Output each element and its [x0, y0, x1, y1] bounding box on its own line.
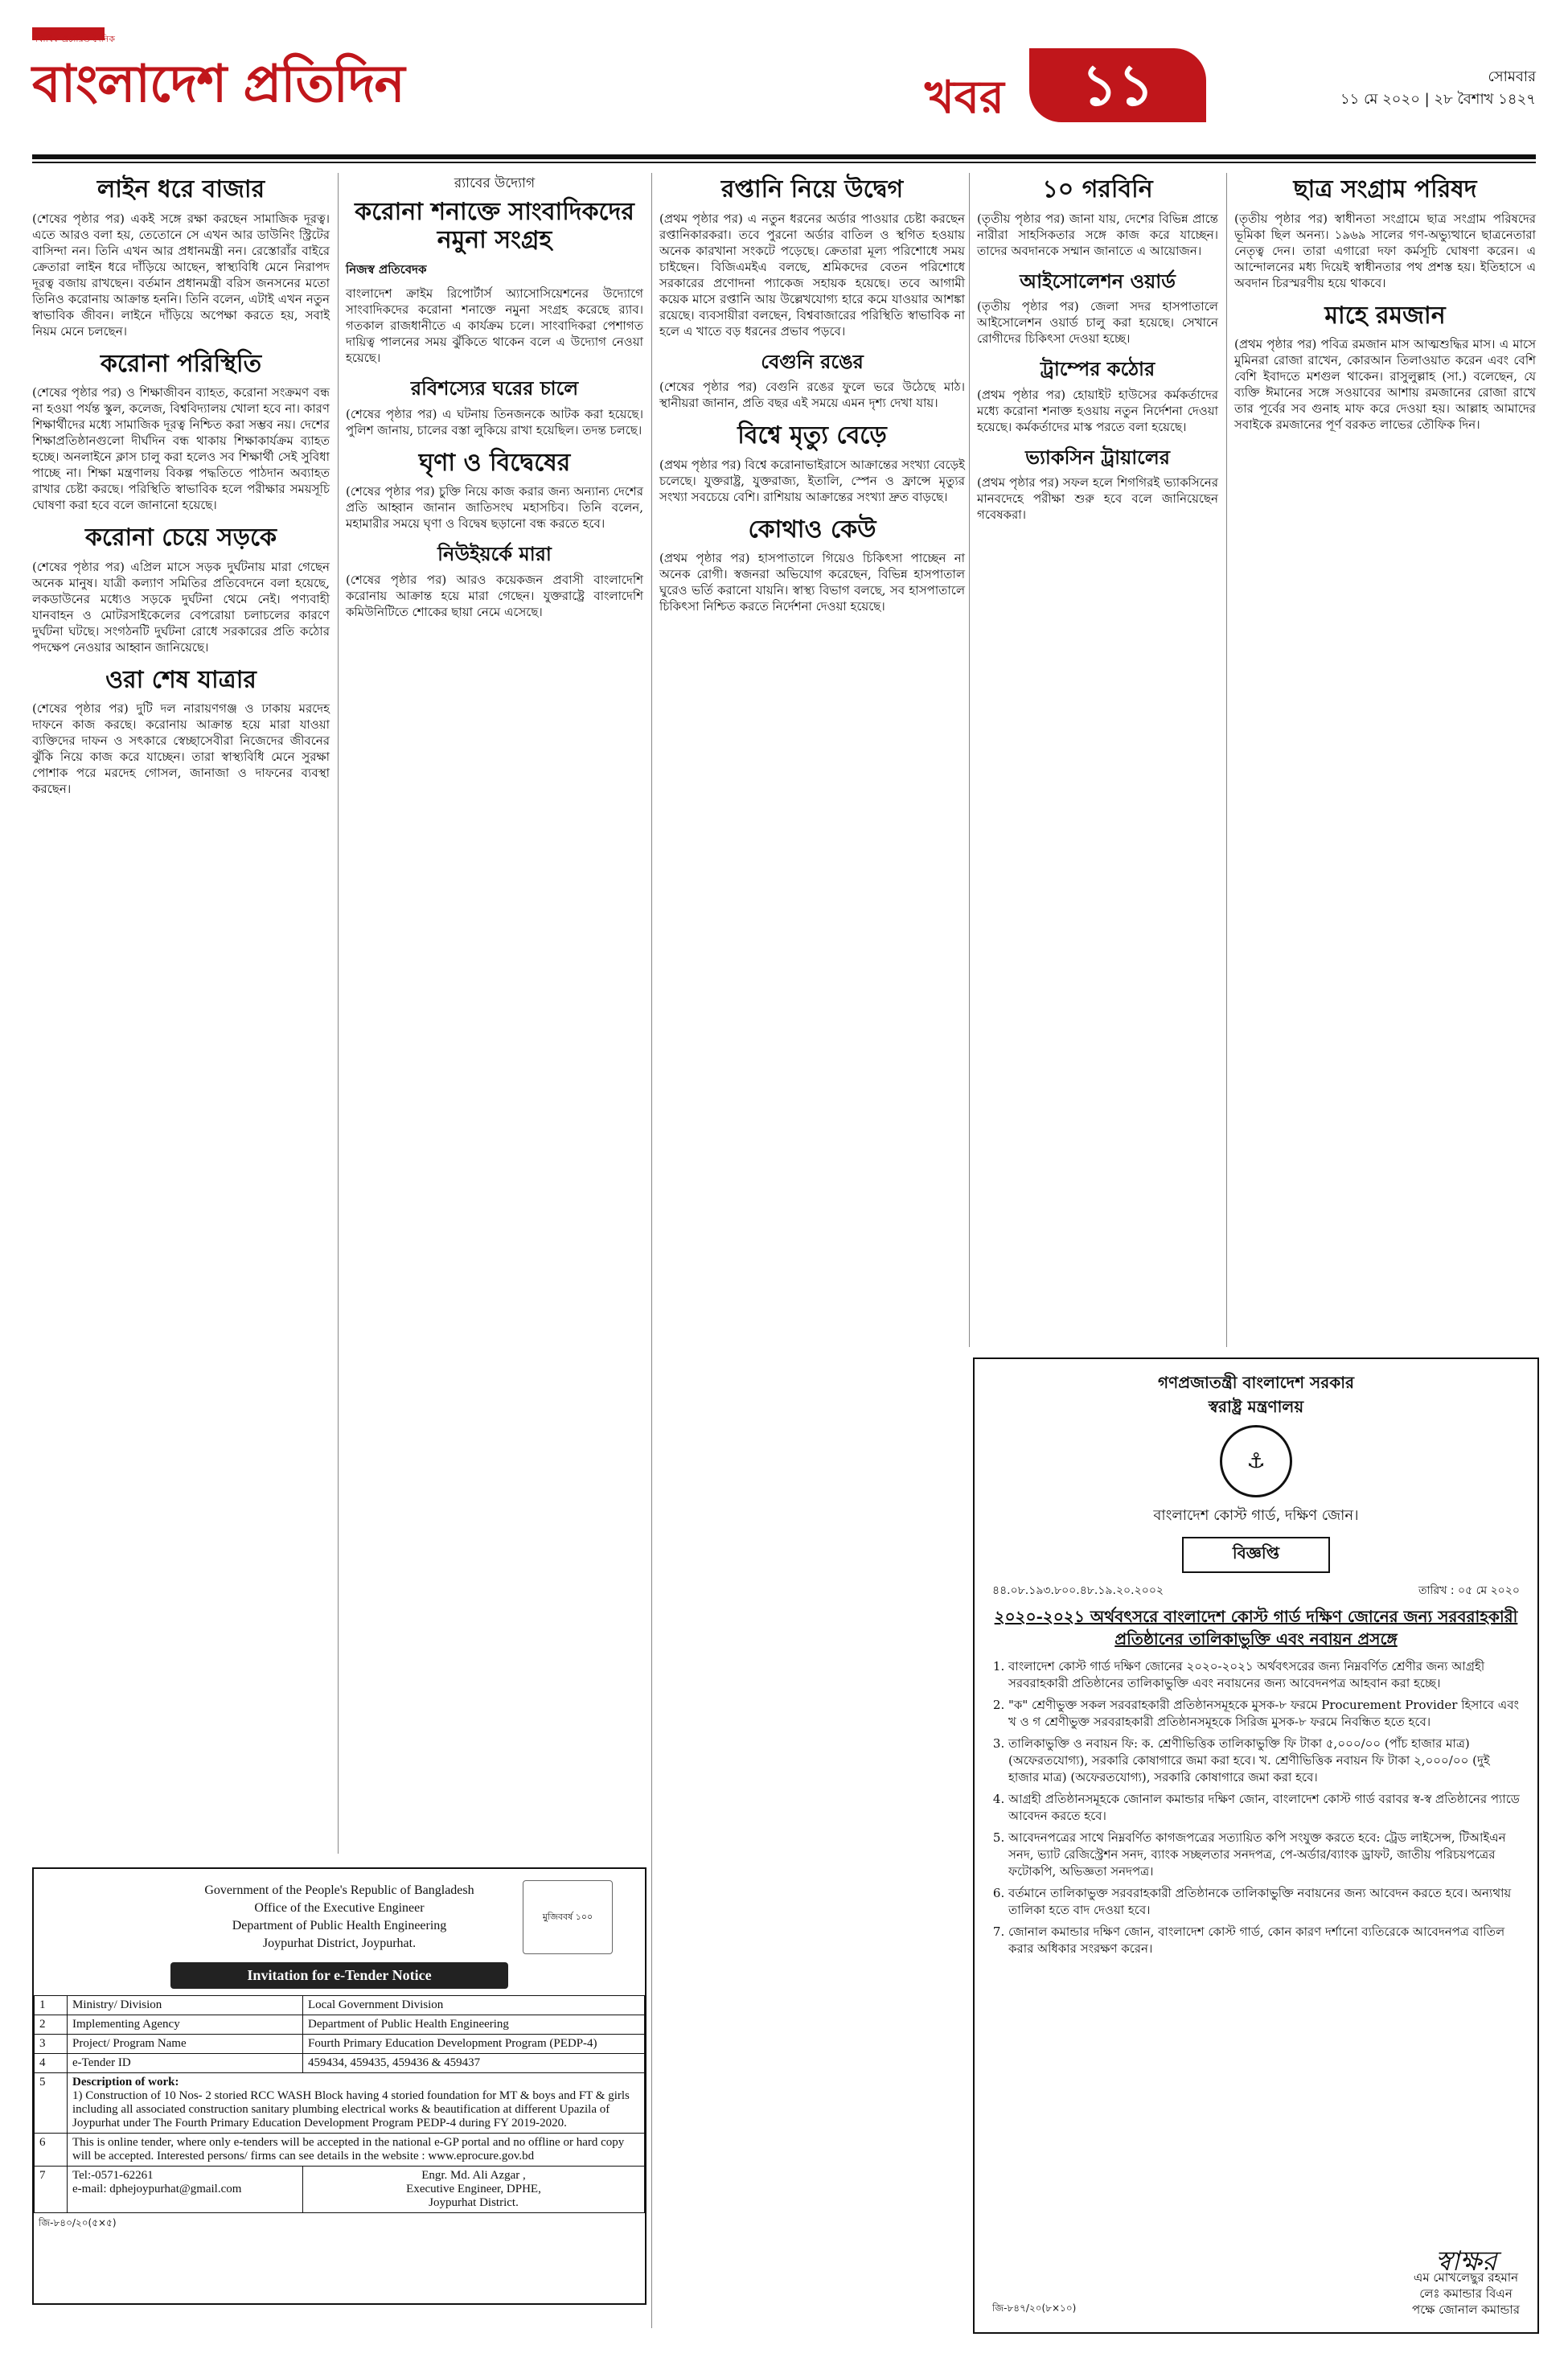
- e-tender-notice: [32, 1867, 646, 2305]
- headline: ঘৃণা ও বিদ্বেষের: [418, 448, 571, 477]
- story-purple-color: [659, 351, 965, 412]
- story-corona-situation: [32, 351, 330, 514]
- row-label: e-Tender ID: [68, 2054, 303, 2073]
- column-5: [1234, 173, 1536, 444]
- column-divider: [651, 173, 652, 2328]
- signatory-for: পক্ষে জোনাল কমান্ডার: [1412, 2302, 1520, 2317]
- story-trump: [977, 358, 1218, 435]
- story-nowhere-anyone: [659, 516, 965, 615]
- story-ten-proud: [977, 176, 1218, 259]
- row-label: Project/ Program Name: [68, 2035, 303, 2054]
- date: ১১ মে ২০২০ | ২৮ বৈশাখ ১৪২৭: [1340, 91, 1536, 108]
- story-body: (শেষের পৃষ্ঠার পর) ও শিক্ষাজীবন ব্যাহত, করোনা সংক্রমণ বন্ধ না হওয়া পর্যন্ত স্কুল, কলেজ, বিশ্ববিদ্যালয় খোলা হবে না। কারণ শিক্ষার্থীদের মধ্যে সামাজিক দূরত্ব নিশ্চিত করা সম্ভব নয়। দেশের শিক্ষাপ্রতিষ্ঠানগুলো দীর্ঘদিন বন্ধ থাকায় শিক্ষাকার্যক্রম ব্যাহত হচ্ছে। অনলাইনে ক্লাস চালু করা হলেও সব শিক্ষার্থী সেই সুবিধা পাচ্ছে না। শিক্ষা মন্ত্রণালয় বিকল্প পদ্ধতিতে পাঠদান অব্যাহত রাখার চেষ্টা করছে। পরিস্থিতি স্বাভাবিক হলে পরীক্ষার সময়সূচি ঘোষণা করা হবে বলে জানানো হয়েছে।: [32, 385, 330, 512]
- headline: ১০ গরবিনি: [1042, 175, 1153, 203]
- notice-gov-header: [975, 1370, 1537, 1419]
- notice-date: তারিখ : ০৫ মে ২০২০: [1418, 1584, 1520, 1597]
- headline: লাইন ধরে বাজার: [96, 175, 265, 203]
- row-value: Local Government Division: [303, 1996, 645, 2015]
- notice-tag: বিজ্ঞপ্তি: [1182, 1537, 1330, 1573]
- story-body: (শেষের পৃষ্ঠার পর) বেগুনি রঙের ফুলে ভরে উঠেছে মাঠ। স্থানীয়রা জানান, প্রতি বছর এই সময়ে এমন দৃশ্য দেখা যায়।: [659, 380, 965, 411]
- story-vaccine-trial: [977, 446, 1218, 524]
- list-item: 6. বর্তমানে তালিকাভুক্ত সরবরাহকারী প্রতিষ্ঠানকে তালিকাভুক্তি নবায়নের জন্য আবেদন করতে হবে। অন্যথায় তালিকা হতে বাদ দেওয়া হবে।: [1008, 1885, 1520, 1919]
- contact-tel: Tel:-0571-62261: [72, 2169, 154, 2182]
- headline: বেগুনি রঙের: [761, 349, 864, 373]
- story-isolation-ward: [977, 270, 1218, 347]
- table-row: [35, 1996, 645, 2015]
- story-road-deaths: [32, 524, 330, 655]
- column-1: [32, 173, 330, 808]
- headline: রবিশস্যের ঘরের চালে: [410, 376, 579, 400]
- story-new-york: [346, 543, 643, 620]
- contact-email: e-mail: dphejoypurhat@gmail.com: [72, 2183, 242, 2195]
- weekday: সোমবার: [1488, 68, 1536, 85]
- headline: মাহে রমজান: [1324, 301, 1446, 330]
- masthead-rule: [32, 154, 1536, 159]
- column-divider: [338, 173, 339, 1854]
- headline: করোনা পরিস্থিতি: [100, 349, 262, 378]
- story-body: (শেষের পৃষ্ঠার পর) একই সঙ্গে রক্ষা করছেন সামাজিক দূরত্ব। এতে আরও বলা হয়, তেতোনে সে এখন আর ডাউনিং স্ট্রিটের বাসিন্দা নন। তিনি এখন আর প্রধানমন্ত্রী নন। রেস্তোরাঁর বাইরে ক্রেতারা লাইন ধরে দাঁড়িয়ে আছেন, স্বাস্থ্যবিধি মেনে নিরাপদ দূরত্ব বজায় রাখছেন। বর্তমান প্রধানমন্ত্রী বরিস জনসনের মতো তিনিও করোনায় আক্রান্ত হননি। তিনি বলেন, এটাই এখন নতুন স্বাভাবিক জীবন। লাইনে দাঁড়িয়ে অপেক্ষা করতে হয়, সবাই নিয়ম মেনে চলছেন।: [32, 211, 330, 339]
- column-divider: [969, 173, 970, 1347]
- kicker: র‍্যাবের উদ্যোগ: [454, 175, 536, 191]
- tender-code: জি-৮৪০/২০(৫×৫): [39, 2217, 117, 2228]
- tender-banner: Invitation for e-Tender Notice: [170, 1962, 508, 1989]
- notice-code: জি-৮৪৭/২০(৮×১০): [992, 2302, 1077, 2314]
- byline: নিজস্ব প্রতিবেদক: [346, 262, 427, 277]
- story-body: (শেষের পৃষ্ঠার পর) এপ্রিল মাসে সড়ক দুর্ঘটনায় মারা গেছেন অনেক মানুষ। যাত্রী কল্যাণ সমিতির প্রতিবেদনে বলা হয়েছে, লকডাউনের মধ্যেও সড়কে দুর্ঘটনা থেমে নেই। পণ্যবাহী যানবাহন ও মোটরসাইকেলের বেপরোয়া চলাচলের কারণে দুর্ঘটনা ঘটছে। সংগঠনটি দুর্ঘটনা রোধে সরকারের প্রতি কঠোর পদক্ষেপ নেওয়ার আহ্বান জানিয়েছে।: [32, 559, 330, 655]
- headline: নিউইয়র্কে মারা: [437, 542, 552, 566]
- tender-header-line: Government of the People's Republic of Bangladesh: [204, 1883, 474, 1897]
- mujib-year-emblem-icon: মুজিববর্ষ ১০০: [523, 1880, 613, 1954]
- tender-header-line: Joypurhat District, Joypurhat.: [262, 1937, 417, 1950]
- masthead: [32, 16, 1536, 161]
- story-last-journey: [32, 667, 330, 798]
- row-value: Department of Public Health Engineering: [303, 2015, 645, 2035]
- story-body: (শেষের পৃষ্ঠার পর) দুটি দল নারায়ণগঞ্জ ও ঢাকায় মরদেহ দাফনে কাজ করছে। করোনায় আক্রান্ত হয়ে মারা যাওয়া ব্যক্তিদের দাফন ও সৎকারে স্বেচ্ছাসেবীরা নিজেদের জীবনের ঝুঁকি নিয়ে কাজ করে যাচ্ছেন। তারা স্বাস্থ্যবিধি মেনে সুরক্ষা পোশাক পরে মরদেহ গোসল, জানাজা ও দাফনের ব্যবস্থা করছেন।: [32, 701, 330, 796]
- story-world-deaths: [659, 422, 965, 505]
- story-student-council: [1234, 176, 1536, 291]
- table-row: [35, 2015, 645, 2035]
- online-tender-note: This is online tender, where only e-tenders will be accepted in the national e-GP portal and no offline or hard copy will be accepted. Interested persons/ firms can see details in the website : www.eprocure.gov.bd: [68, 2134, 645, 2167]
- newspaper-logo: বাংলাদেশ প্রতিদিন: [32, 54, 404, 114]
- table-row: [35, 2134, 645, 2167]
- column-divider: [1226, 173, 1227, 1347]
- headline: ট্রাম্পের কঠোর: [1040, 357, 1155, 381]
- story-roof-rice: [346, 377, 643, 438]
- headline: কোথাও কেউ: [748, 515, 876, 544]
- masthead-rule-thin: [32, 162, 1536, 163]
- section-title: খবর: [925, 71, 1004, 124]
- story-body: (তৃতীয় পৃষ্ঠার পর) জানা যায়, দেশের বিভিন্ন প্রান্তে নারীরা সাহসিকতার সঙ্গে কাজ করে যাচ্ছেন। তাদের অবদানকে সম্মান জানাতে এ আয়োজন।: [977, 211, 1218, 258]
- coast-guard-seal-icon: ⚓: [1220, 1425, 1292, 1497]
- headline: ভ্যাকসিন ট্রায়ালের: [1025, 445, 1170, 469]
- story-hatred: [346, 450, 643, 532]
- government-name: গণপ্রজাতন্ত্রী বাংলাদেশ সরকার: [1158, 1373, 1354, 1392]
- headline: রপ্তানি নিয়ে উদ্বেগ: [720, 175, 904, 203]
- column-3: [659, 173, 965, 626]
- contact-info: [68, 2167, 303, 2213]
- story-body: (প্রথম পৃষ্ঠার পর) পবিত্র রমজান মাস আত্মশুদ্ধির মাস। এ মাসে মুমিনরা রোজা রাখেন, কোরআন তিলাওয়াত করেন এবং বেশি বেশি ইবাদতে মশগুল থাকেন। রাসুলুল্লাহ (সা.) বলেছেন, যে ব্যক্তি ঈমানের সঙ্গে সওয়াবের আশায় রমজানের রোজা রাখে তার পূর্বের সব গুনাহ মাফ করে দেওয়া হয়। আল্লাহ আমাদের সবাইকে রমজানের পূর্ণ বরকত লাভের তৌফিক দিন।: [1234, 337, 1536, 432]
- headline: বিশ্বে মৃত্যু বেড়ে: [737, 421, 887, 450]
- tender-table: [34, 1995, 645, 2213]
- row-label: Ministry/ Division: [68, 1996, 303, 2015]
- table-row: [35, 2035, 645, 2054]
- story-body: (শেষের পৃষ্ঠার পর) চুক্তি নিয়ে কাজ করার জন্য অন্যান্য দেশের প্রতি আহ্বান জানান জাতিসংঘ মহাসচিব। তিনি বলেন, মহামারীর সময়ে ঘৃণা ও বিদ্বেষ ছড়ানো বন্ধ করতে হবে।: [346, 484, 643, 532]
- story-export-concern: [659, 176, 965, 339]
- list-item: 7. জোনাল কমান্ডার দক্ষিণ জোন, বাংলাদেশ কোস্ট গার্ড, কোন কারণ দর্শানো ব্যতিরেকে আবেদনপত্র বাতিল করার অধিকার সংরক্ষণ করেন।: [1008, 1924, 1520, 1957]
- table-row: [35, 2073, 645, 2134]
- signatory-line: Joypurhat District.: [429, 2196, 519, 2209]
- headline: ওরা শেষ যাত্রার: [105, 665, 257, 694]
- table-row: [35, 2054, 645, 2073]
- story-body: (প্রথম পৃষ্ঠার পর) হোয়াইট হাউসের কর্মকর্তাদের মধ্যে করোনা শনাক্ত হওয়ায় নতুন নির্দেশনা দেওয়া হয়েছে। কর্মকর্তাদের মাস্ক পরতে বলা হয়েছে।: [977, 387, 1218, 434]
- row-number: 4: [35, 2054, 68, 2073]
- column-4: [977, 173, 1218, 534]
- list-item: 2. "ক" শ্রেণীভুক্ত সকল সরবরাহকারী প্রতিষ্ঠানসমূহকে মুসক-৮ ফরমে Procurement Provider হিসাবে এবং খ ও গ শ্রেণীভুক্ত সরবরাহকারী প্রতিষ্ঠানসমূহকে সিরিজ মুসক-৮ ফরমে নিবন্ধিত হতে হবে।: [1008, 1697, 1520, 1731]
- memo-number: ৪৪.০৮.১৯৩.৮০০.৪৮.১৯.২০.২০০২: [992, 1584, 1164, 1597]
- story-body: বাংলাদেশ ক্রাইম রিপোর্টার্স অ্যাসোসিয়েশনের উদ্যোগে সাংবাদিকদের করোনা শনাক্তে নমুনা সংগ্রহ করেছে র‍্যাব। গতকাল রাজধানীতে এ কার্যক্রম চলে। সাংবাদিকরা পেশাগত দায়িত্ব পালনের সময় ঝুঁকিতে থাকেন বলে এ উদ্যোগ নেওয়া হয়েছে।: [346, 286, 643, 365]
- row-number: 7: [35, 2167, 68, 2213]
- list-item: 1. বাংলাদেশ কোস্ট গার্ড দক্ষিণ জোনের ২০২০-২০২১ অর্থবৎসরের জন্য নিম্নবর্ণিত শ্রেণীর জন্য আগ্রহী সরবরাহকারী প্রতিষ্ঠানের তালিকাভুক্তি এবং নবায়নের জন্য আবেদনপত্র আহবান করা হচ্ছে।: [1008, 1658, 1520, 1692]
- column-2: [346, 173, 643, 631]
- work-description: [68, 2073, 645, 2134]
- headline: ছাত্র সংগ্রাম পরিষদ: [1293, 175, 1477, 203]
- notice-items: [1008, 1658, 1520, 1957]
- story-body: (প্রথম পৃষ্ঠার পর) বিশ্বে করোনাভাইরাসে আক্রান্তের সংখ্যা বেড়েই চলেছে। যুক্তরাষ্ট্র, যুক্তরাজ্য, ইতালি, স্পেন ও ফ্রান্সে মৃত্যুর সংখ্যা সবচেয়ে বেশি। রাশিয়ায় আক্রান্তের সংখ্যা দ্রুত বাড়ছে।: [659, 457, 965, 504]
- row-label: Implementing Agency: [68, 2015, 303, 2035]
- row-number: 2: [35, 2015, 68, 2035]
- signatory-name: এম মোখলেছুর রহমান: [1413, 2270, 1519, 2285]
- story-body: (তৃতীয় পৃষ্ঠার পর) স্বাধীনতা সংগ্রামে ছাত্র সংগ্রাম পরিষদের ভূমিকা ছিল অনন্য। ১৯৬৯ সালের গণ-অভ্যুত্থানে ছাত্রনেতারা নেতৃত্ব দেন। তারা এগারো দফা কর্মসূচি ঘোষণা করেন। এ আন্দোলনের মধ্য দিয়েই স্বাধীনতার পথ প্রশস্ত হয়। ইতিহাসে এ অবদান চিরস্মরণীয় হয়ে থাকবে।: [1234, 211, 1536, 290]
- signatory-line: Engr. Md. Ali Azgar ,: [421, 2169, 526, 2182]
- row-value: 459434, 459435, 459436 & 459437: [303, 2054, 645, 2073]
- headline: করোনা চেয়ে সড়কে: [84, 524, 277, 552]
- tender-header-line: Office of the Executive Engineer: [254, 1901, 425, 1915]
- coast-guard-notice: [973, 1357, 1539, 2334]
- story-body: (শেষের পৃষ্ঠার পর) আরও কয়েকজন প্রবাসী বাংলাদেশি করোনায় আক্রান্ত হয়ে মারা গেছেন। যুক্তরাষ্ট্রে বাংলাদেশি কমিউনিটিতে শোকের ছায়া নেমে এসেছে।: [346, 572, 643, 619]
- masthead-tagline: সর্বাধিক প্রচারিত দৈনিক: [32, 34, 116, 44]
- table-row: [35, 2167, 645, 2213]
- row-number: 3: [35, 2035, 68, 2054]
- ministry-name: স্বরাষ্ট্র মন্ত্রণালয়: [1208, 1397, 1304, 1416]
- masthead-dateline: [1340, 66, 1536, 111]
- work-description-text: 1) Construction of 10 Nos- 2 storied RCC WASH Block having 4 storied foundation for MT & boys and FT & girls including all associated construction sanitary plumbing electrical works & beautification at different Upazila of Joypurhat under The Fourth Primary Education Development Program PEDP-4 during FY 2019-2020.: [72, 2089, 630, 2130]
- signature-mark: স্বাক্ষর: [1435, 2245, 1497, 2277]
- story-body: (শেষের পৃষ্ঠার পর) এ ঘটনায় তিনজনকে আটক করা হয়েছে। পুলিশ জানায়, চালের বস্তা লুকিয়ে রাখা হয়েছিল। তদন্ত চলছে।: [346, 406, 643, 437]
- story-body: (তৃতীয় পৃষ্ঠার পর) জেলা সদর হাসপাতালে আইসোলেশন ওয়ার্ড চালু করা হয়েছে। সেখানে রোগীদের চিকিৎসা দেওয়া হচ্ছে।: [977, 299, 1218, 347]
- headline: করোনা শনাক্তে সাংবাদিকদের নমুনা সংগ্রহ: [355, 198, 634, 254]
- signatory-line: Executive Engineer, DPHE,: [406, 2183, 541, 2195]
- story-ramadan: [1234, 302, 1536, 433]
- notice-refs: [975, 1581, 1537, 1600]
- row-value: Fourth Primary Education Development Program (PEDP-4): [303, 2035, 645, 2054]
- headline: আইসোলেশন ওয়ার্ড: [1020, 269, 1176, 293]
- list-item: 4. আগ্রহী প্রতিষ্ঠানসমূহকে জোনাল কমান্ডার দক্ষিণ জোন, বাংলাদেশ কোস্ট গার্ড বরাবর স্ব-স্ব প্রতিষ্ঠানের প্যাডে আবেদন করতে হবে।: [1008, 1791, 1520, 1825]
- row-number: 5: [35, 2073, 68, 2134]
- story-body: (প্রথম পৃষ্ঠার পর) এ নতুন ধরনের অর্ডার পাওয়ার চেষ্টা করছেন রপ্তানিকারকরা। তবে পুরনো অর্ডার বাতিল ও স্থগিত হওয়ায় অনেক কারখানা সংকটে পড়েছে। ক্রেতারা মূল্য পরিশোধে সময় চাইছেন। বিজিএমইএ বলছে, শ্রমিকদের বেতন পরিশোধে সরকারের প্রণোদনা প্যাকেজ সহায়ক হয়েছে। তবে আগামী কয়েক মাসে রপ্তানি আয় উল্লেখযোগ্য হারে কমে যাওয়ার আশঙ্কা রয়েছে। ব্যবসায়ীরা বলছেন, বিশ্ববাজারের পরিস্থিতি স্বাভাবিক না হলে এ খাতে বড় ধরনের প্রভাব পড়বে।: [659, 211, 965, 339]
- page-number: ১১: [1029, 48, 1206, 122]
- tender-header-line: Department of Public Health Engineering: [232, 1919, 447, 1932]
- story-lantern-market: [32, 176, 330, 339]
- story-rab-sampling: [346, 173, 643, 366]
- organization-name: বাংলাদেশ কোস্ট গার্ড, দক্ষিণ জোন।: [1153, 1507, 1359, 1524]
- notice-title: ২০২০-২০২১ অর্থবৎসরে বাংলাদেশ কোস্ট গার্ড দক্ষিণ জোনের জন্য সরবরাহকারী প্রতিষ্ঠানের তালিকাভুক্তি এবং নবায়ন প্রসঙ্গে: [994, 1607, 1518, 1649]
- tender-signatory: [303, 2167, 645, 2213]
- row-number: 1: [35, 1996, 68, 2015]
- story-body: (প্রথম পৃষ্ঠার পর) হাসপাতালে গিয়েও চিকিৎসা পাচ্ছেন না অনেক রোগী। স্বজনরা অভিযোগ করেছেন, বিভিন্ন হাসপাতাল ঘুরেও ভর্তি করানো যায়নি। স্বাস্থ্য বিভাগ বলছে, সব হাসপাতালে চিকিৎসা নিশ্চিত করতে নির্দেশনা দেওয়া হয়েছে।: [659, 551, 965, 614]
- notice-signature: [1412, 2245, 1520, 2318]
- row-number: 6: [35, 2134, 68, 2167]
- list-item: 5. আবেদনপত্রের সাথে নিম্নবর্ণিত কাগজপত্রের সত্যায়িত কপি সংযুক্ত করতে হবে: ট্রেড লাইসেন্স, টিআইএন সনদ, ভ্যাট রেজিস্ট্রেশন সনদ, ব্যাংক সচ্ছলতার সনদপত্র, পে-অর্ডার/ব্যাংক ড্রাফট, জাতীয় পরিচয়পত্রের ফটোকপি, অভিজ্ঞতা সনদপত্র।: [1008, 1830, 1520, 1880]
- story-body: (প্রথম পৃষ্ঠার পর) সফল হলে শিগগিরই ভ্যাকসিনের মানবদেহে পরীক্ষা শুরু হবে বলে জানিয়েছেন গবেষকরা।: [977, 475, 1218, 523]
- signatory-rank: লেঃ কমান্ডার বিএন: [1419, 2286, 1513, 2301]
- work-description-title: Description of work:: [72, 2076, 179, 2089]
- list-item: 3. তালিকাভুক্তি ও নবায়ন ফি: ক. শ্রেণীভিত্তিক তালিকাভুক্তি ফি টাকা ৫,০০০/০০ (পাঁচ হাজার মাত্র) (অফেরতযোগ্য), সরকারি কোষাগারে জমা করা হবে। খ. শ্রেণীভিত্তিক নবায়ন ফি টাকা ২,০০০/০০ (দুই হাজার মাত্র) (অফেরতযোগ্য), সরকারি কোষাগারে জমা করা হবে।: [1008, 1735, 1520, 1786]
